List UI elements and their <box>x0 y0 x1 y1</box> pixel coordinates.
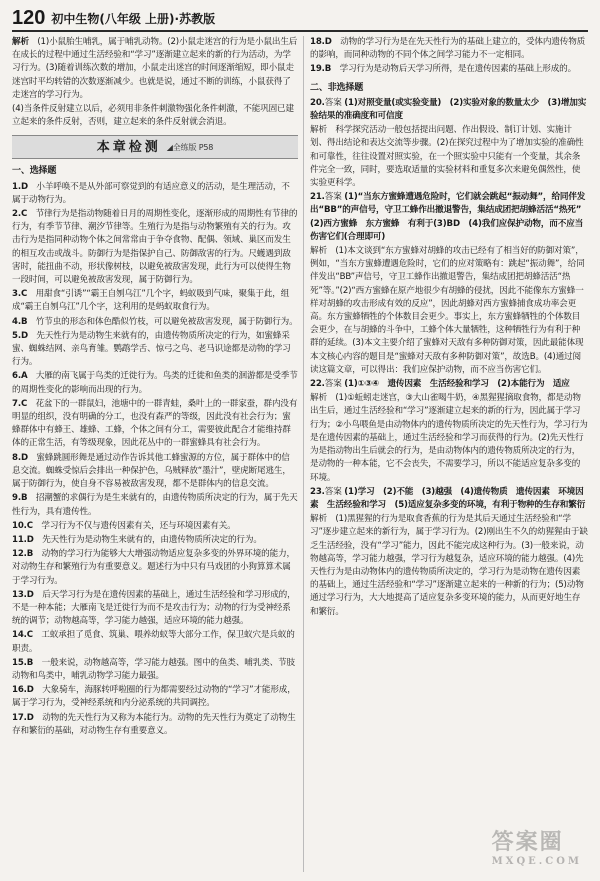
answer-number: 1.D <box>12 181 28 192</box>
answer-number: 12.B <box>12 549 34 560</box>
page-header <box>12 2 588 32</box>
answer-number: 23. <box>310 486 325 497</box>
analysis-text: (1)小鼠胎生哺乳，属于哺乳动物。(2)小鼠走迷宫的行为是小鼠出生后在成长的过程中通过生活经验和“学习”逐渐建立起来的新的行为活动，为学习行为。(3)随着训练次数的增加，小鼠走出迷宫的时间逐渐缩短，即小鼠走迷宫时平均转错的次数逐渐减少。也就是说，通过不断的训练，小鼠获得了走迷宫的学习行为。 <box>12 37 298 100</box>
answer-text: (1)对照变量(或实验变量) (2)实验对象的数量太少 (3)增加实验结果的准确度和可信度 <box>310 97 587 122</box>
answer-number: 2.C <box>12 209 28 220</box>
answer-item <box>12 288 298 314</box>
answer-item <box>12 629 298 655</box>
answer-number: 14.C <box>12 630 33 641</box>
answer-item <box>12 684 298 710</box>
answer-item <box>310 63 588 76</box>
answer-item <box>12 589 298 629</box>
watermark-main: 答案圈 <box>491 829 564 855</box>
answer-number: 10.C <box>12 520 33 531</box>
open-answer: 23.答案 (1)学习 (2)不能 (3)越强 (4)遗传物质 遗传因素 环境因素 生活经验和学习 (5)适应复杂多变的环境，有利于物种的生存和繁衍 <box>310 486 586 510</box>
answer-explanation: 学习行为是动物后天学习所得，是在遗传因素的基础上形成的。 <box>339 64 577 75</box>
answer-number: 16.D <box>12 685 34 696</box>
answer-number: 13.D <box>12 589 34 600</box>
choice-answer-list-cont <box>310 36 588 77</box>
answer-number: 15.B <box>12 657 34 668</box>
page-number: 120 <box>12 7 46 29</box>
section-ref: ◢全练版 P58 <box>166 142 214 152</box>
answer-explanation: 大象骑车，海豚转呼啦圈的行为都需要经过动物的“学习”才能形成，属于学习行为，受神经系统和内分泌系统的共同调控。 <box>12 685 296 709</box>
answer-item <box>12 657 298 683</box>
answer-explanation: 大雁的南飞属于鸟类的迁徙行为。鸟类的迁徙和鱼类的洄游都是受季节的周期性变化的影响而出现的行为。 <box>12 371 298 395</box>
answer-number: 19.B <box>310 64 332 75</box>
column-divider <box>303 36 304 872</box>
open-answer: 21.答案 (1)“当东方蜜蜂遭遇危险时，它们就会跳起“振动舞”，给同伴发出“BB”的声信号，守卫工蜂作出撤退警告，集结成团把胡蜂活活“热死” (2)西方蜜蜂 东方蜜蜂 有利于(3)BD (4)我们应保护动物，而不应当伤害它们(合理即可) <box>310 192 590 242</box>
analysis-text: (1)本文谈到“东方蜜蜂对胡蜂的攻击已经有了相当好的防御对策”，例如，“当东方蜜蜂遭遇危险时，它们的应对策略有：跳起“振动舞”，给同伴发出“BB”声信号，守卫工蜂作出撤退警告，集结成团把胡蜂活活“热死”等。”(2)“西方蜜蜂在原产地很少有胡蜂的侵扰，因此不能像东方蜜蜂一样对胡蜂的攻击形成有效的反应”，因此胡蜂对西方蜜蜂捕食成功率会更高。东方蜜蜂牺牲的个体数目会更少。事实上，东方蜜蜂牺牲的个体数目会更少，在与胡蜂的斗争中，工蜂个体大量牺牲，这种牺牲行为有利于种群的延续。(3)本文主要介绍了蜜蜂对天敌有多种防御对策，因此最能体现本文核心内容的题目是“蜜蜂对天敌有多种防御对策”，故选B。(4)通过阅读这篇文章，可以得出：我们应保护动物，而不应当伤害它们。 <box>310 246 585 375</box>
answer-explanation: 后天学习行为是在遗传因素的基础上，通过生活经验和学习形成的，不是一种本能；大雁南飞是迁徙行为而不是攻击行为；动物的行为受神经系统的调节；动物越高等，学习能力越强，适应环境的能力越强。 <box>12 589 296 627</box>
answer-analysis: 解析 科学探究活动一般包括提出问题、作出假设、制订计划、实施计划、得出结论和表达交流等步骤。(2)在探究过程中为了增加实验的准确性和可靠性，往往设置对照实验，在一个照实验中只能有一个变量，其余条件完全一致，同时，要选取适量的实验材料和重复多次来避免偶然性，使实验更科学。 <box>310 125 584 189</box>
answer-item <box>12 316 298 329</box>
analysis-text: (1)黑猩猩的行为是取食香蕉的行为是其后天通过生活经验和“学习”逐步建立起来的新行为，属于学习行为。(2)刚出生不久的幼猩猩由于缺乏生活经验，没有“学习”能力，因此不能完成这种行为。(3)一般来说，动物越高等，学习能力越强，学习行为越复杂，适应环境的能力越强。(4)先天性行为是由动物体内的遗传物质所决定的，学习行为是动物在遗传因素的基础上，通过生活经验和“学习”逐渐建立起来的一种新的行为；(5)动物通过学习行为，大大地提高了适应复杂多变环境的能力，从而更好地生存和繁衍。 <box>310 514 588 617</box>
answer-text: (1)学习 (2)不能 (3)越强 (4)遗传物质 遗传因素 环境因素 生活经验和学习 (5)适应复杂多变的环境，有利于物种的生存和繁衍 <box>310 486 586 510</box>
answer-explanation: 工蚁承担了觅食、筑巢、喂养幼蚁等大部分工作，保卫蚁穴是兵蚁的职责。 <box>12 630 295 654</box>
answer-item <box>12 330 298 370</box>
answer-item <box>12 520 298 533</box>
section-banner <box>12 135 298 159</box>
subsection-heading-2: 二、非选择题 <box>310 82 364 93</box>
answer-number: 4.B <box>12 316 28 327</box>
answer-item <box>310 36 588 62</box>
book-title: 初中生物(八年级 上册)·苏教版 <box>51 12 216 26</box>
answer-number: 22. <box>310 379 325 390</box>
answer-item <box>12 208 298 287</box>
answer-number: 8.D <box>12 452 28 463</box>
right-column <box>310 36 588 620</box>
answer-explanation: 动物的学习行为能够大大增强动物适应复杂多变的外界环境的能力，对动物生存和繁殖行为有重要意义。题述行为中只有马戏团的小狗算算术属于学习行为。 <box>12 549 295 586</box>
answer-number: 18.D <box>310 37 332 47</box>
subsection-heading: 一、选择题 <box>12 166 57 177</box>
answer-explanation: 动物的学习行为是在先天性行为的基础上建立的，受体内遗传物质的影响，而同种动物的不同个体之间学习能力不一定相同。 <box>310 37 586 61</box>
open-answer: 22.答案 (1)①③④ 遗传因素 生活经验和学习 (2)本能行为 适应 <box>310 379 570 390</box>
answer-number: 11.D <box>12 534 34 545</box>
answer-explanation: 学习行为不仅与遗传因素有关，还与环境因素有关。 <box>41 520 236 531</box>
watermark-sub: MXQE.COM <box>491 856 582 867</box>
open-answer-list <box>310 97 588 619</box>
answer-item <box>12 534 298 547</box>
answer-item <box>12 370 298 396</box>
answer-explanation: 花盆下的一群鼠妇，池塘中的一群青蛙，桑叶上的一群家蚕，群内没有明显的组织，没有明确的分工，也没有森严的等级，因此没有社会行为；蜜蜂群体中有蜂王、雄蜂、工蜂，个体之间有分工，需要彼此配合才能维持群体的正常生活，有等级现象，因此花丛中的一群蜜蜂具有社会行为。 <box>12 398 298 449</box>
answer-item <box>12 548 298 588</box>
answer-explanation: 先天性行为是动物生来就有的，由遗传物质所决定的行为，如蜜蜂采蜜、蜘蛛结网、亲鸟育雏。鹦鹉学舌、惊弓之鸟、老马识途都是动物的学习行为。 <box>12 330 291 368</box>
answer-number: 21. <box>310 192 325 203</box>
choice-answer-list <box>12 181 298 738</box>
answer-number: 3.C <box>12 289 28 300</box>
answer-text: (1)“当东方蜜蜂遭遇危险时，它们就会跳起“振动舞”，给同伴发出“BB”的声信号，守卫工蜂作出撤退警告，集结成团把胡蜂活活“热死” (2)西方蜜蜂 东方蜜蜂 有利于(3)BD (4)我们应保护动物，而不应当伤害它们(合理即可) <box>310 192 590 242</box>
analysis-tag: 解析 <box>12 37 29 47</box>
answer-explanation: 小羊呼唤不是从外部可察觉到的有适应意义的活动，是生理活动，不属于动物行为。 <box>12 181 290 205</box>
answer-explanation: 动物的先天性行为又称为本能行为。动物的先天性行为奠定了动物生存和繁衍的基础，对动物生存有重要意义。 <box>12 712 296 736</box>
analysis-paragraph <box>12 36 298 102</box>
answer-number: 17.D <box>12 712 34 723</box>
answer-item <box>12 492 298 518</box>
answer-number: 7.C <box>12 398 28 409</box>
answer-explanation: 招潮蟹的求偶行为是生来就有的，由遗传物质所决定的行为，属于先天性行为，具有遗传性。 <box>12 493 298 517</box>
answer-explanation: 先天性行为是动物生来就有的，由遗传物质所决定的行为。 <box>42 534 262 545</box>
answer-number: 5.D <box>12 330 28 341</box>
answer-explanation: 蜜蜂跳圆形舞是通过动作告诉其他工蜂蜜源的方位，属于群体中的信息交流。蜘蛛受惊后会排出一种保护色，乌贼释放“墨汁”，壁虎断尾逃生，属于防御行为，使自身不容易被敌害发现，都不是群体内的信息交流。 <box>12 452 291 490</box>
answer-item <box>12 398 298 451</box>
answer-number: 9.B <box>12 493 28 504</box>
watermark-logo <box>492 825 582 867</box>
analysis-text: 科学探究活动一般包括提出问题、作出假设、制订计划、实施计划、得出结论和表达交流等步骤。(2)在探究过程中为了增加实验的准确性和可靠性，往往设置对照实验，在一个照实验中只能有一个变量，其余条件完全一致，同时，要选取适量的实验材料和重复多次来避免偶然性，使实验更科学。 <box>310 125 584 189</box>
answer-item <box>12 712 298 738</box>
analysis-text: (1)①蚯蚓走迷宫，③大山雀喝牛奶，④黑猩猩摘取食物，都是动物出生后，通过生活经验和“学习”逐渐建立起来的新的行为，因此属于学习行为；②小鸟喂鱼是由动物体内的遗传物质所决定的先天性行为，学习行为是在遗传因素的基础上，通过生活经验和学习而获得的行为。(2)先天性行为是指动物出生后就会的行为，是由动物体内的遗传物质所决定的行为，是动物的一种本能，它不会丧失，不需要学习，所以不能适应复杂多变的环境。 <box>310 393 588 483</box>
answer-analysis: 解析 (1)黑猩猩的行为是取食香蕉的行为是其后天通过生活经验和“学习”逐步建立起来的新行为，属于学习行为。(2)刚出生不久的幼猩猩由于缺乏生活经验，没有“学习”能力，因此不能完成这种行为。(3)一般来说，动物越高等，学习能力越强，学习行为越复杂，适应环境的能力越强。(4)先天性行为是由动物体内的遗传物质所决定的，学习行为是动物在遗传因素的基础上，通过生活经验和“学习”逐渐建立起来的一种新的行为；(5)动物通过学习行为，大大地提高了适应复杂多变环境的能力，从而更好地生存和繁衍。 <box>310 514 588 617</box>
answer-analysis: 解析 (1)本文谈到“东方蜜蜂对胡蜂的攻击已经有了相当好的防御对策”，例如，“当东方蜜蜂遭遇危险时，它们的应对策略有：跳起“振动舞”，给同伴发出“BB”声信号，守卫工蜂作出撤退警告，集结成团把胡蜂活活“热死”等。”(2)“西方蜜蜂在原产地很少有胡蜂的侵扰，因此不能像东方蜜蜂一样对胡蜂的攻击形成有效的反应”，因此胡蜂对西方蜜蜂捕食成功率会更高。东方蜜蜂牺牲的个体数目会更少。事实上，东方蜜蜂牺牲的个体数目会更少，在与胡蜂的斗争中，工蜂个体大量牺牲，这种牺牲行为有利于种群的延续。(3)本文主要介绍了蜜蜂对天敌有多种防御对策，因此最能体现本文核心内容的题目是“蜜蜂对天敌有多种防御对策”，故选B。(4)通过阅读这篇文章，可以得出：我们应保护动物，而不应当伤害它们。 <box>310 246 585 375</box>
open-answer: 20.答案 (1)对照变量(或实验变量) (2)实验对象的数量太少 (3)增加实验结果的准确度和可信度 <box>310 97 587 122</box>
answer-number: 20. <box>310 97 325 108</box>
answer-text: (1)①③④ 遗传因素 生活经验和学习 (2)本能行为 适应 <box>344 379 570 390</box>
answer-explanation: 节律行为是指动物随着日月的周期性变化，逐渐形成的周期性有节律的行为，有季节节律、潮汐节律等。生殖行为是指与动物繁殖有关的行为。攻击行为是指同种动物个体之间常常由于争夺食物、配偶、领域、巢区而发生的相互攻击或战斗。防御行为是指保护自己、防御敌害的行为。尺蠖遇到敌害时，能扭曲不动，形状像树枝，以避免被敌害发现，此行为可以使得生物一段时间，可以避免被敌害发现，属于防御行为。 <box>12 209 298 286</box>
intro-analysis <box>12 36 298 129</box>
answer-explanation: 竹节虫的形态和体色酷似竹枝，可以避免被敌害发现，属于防御行为。 <box>35 316 298 327</box>
answer-explanation: 一般来说，动物越高等，学习能力越强。图中的鱼类、哺乳类、节肢动物和鸟类中，哺乳动物学习能力最强。 <box>12 657 295 681</box>
section-title: 本章检测 <box>96 139 161 155</box>
answer-explanation: 用甜食“引诱”“霸王自刎乌江”几个字，蚂蚁吸到气味，聚集于此，组成“霸王自刎乌江”几个字，这利用的是蚂蚁取食行为。 <box>12 289 290 313</box>
answer-item <box>12 181 298 207</box>
left-column <box>12 36 298 739</box>
analysis-text: (4)当条件反射建立以后，必须用非条件刺激物强化条件刺激，不能巩固已建立起来的条件反射，否则，建立起来的条件反射就会消退。 <box>12 104 294 128</box>
analysis-paragraph <box>12 103 298 129</box>
answer-item <box>12 452 298 492</box>
answer-number: 6.A <box>12 371 28 382</box>
answer-analysis: 解析 (1)①蚯蚓走迷宫，③大山雀喝牛奶，④黑猩猩摘取食物，都是动物出生后，通过生活经验和“学习”逐渐建立起来的新的行为，因此属于学习行为；②小鸟喂鱼是由动物体内的遗传物质所决定的先天性行为，学习行为是在遗传因素的基础上，通过生活经验和学习而获得的行为。(2)先天性行为是指动物出生后就会的行为，是由动物体内的遗传物质所决定的行为，是动物的一种本能，它不会丧失，不需要学习，所以不能适应复杂多变的环境。 <box>310 393 588 483</box>
